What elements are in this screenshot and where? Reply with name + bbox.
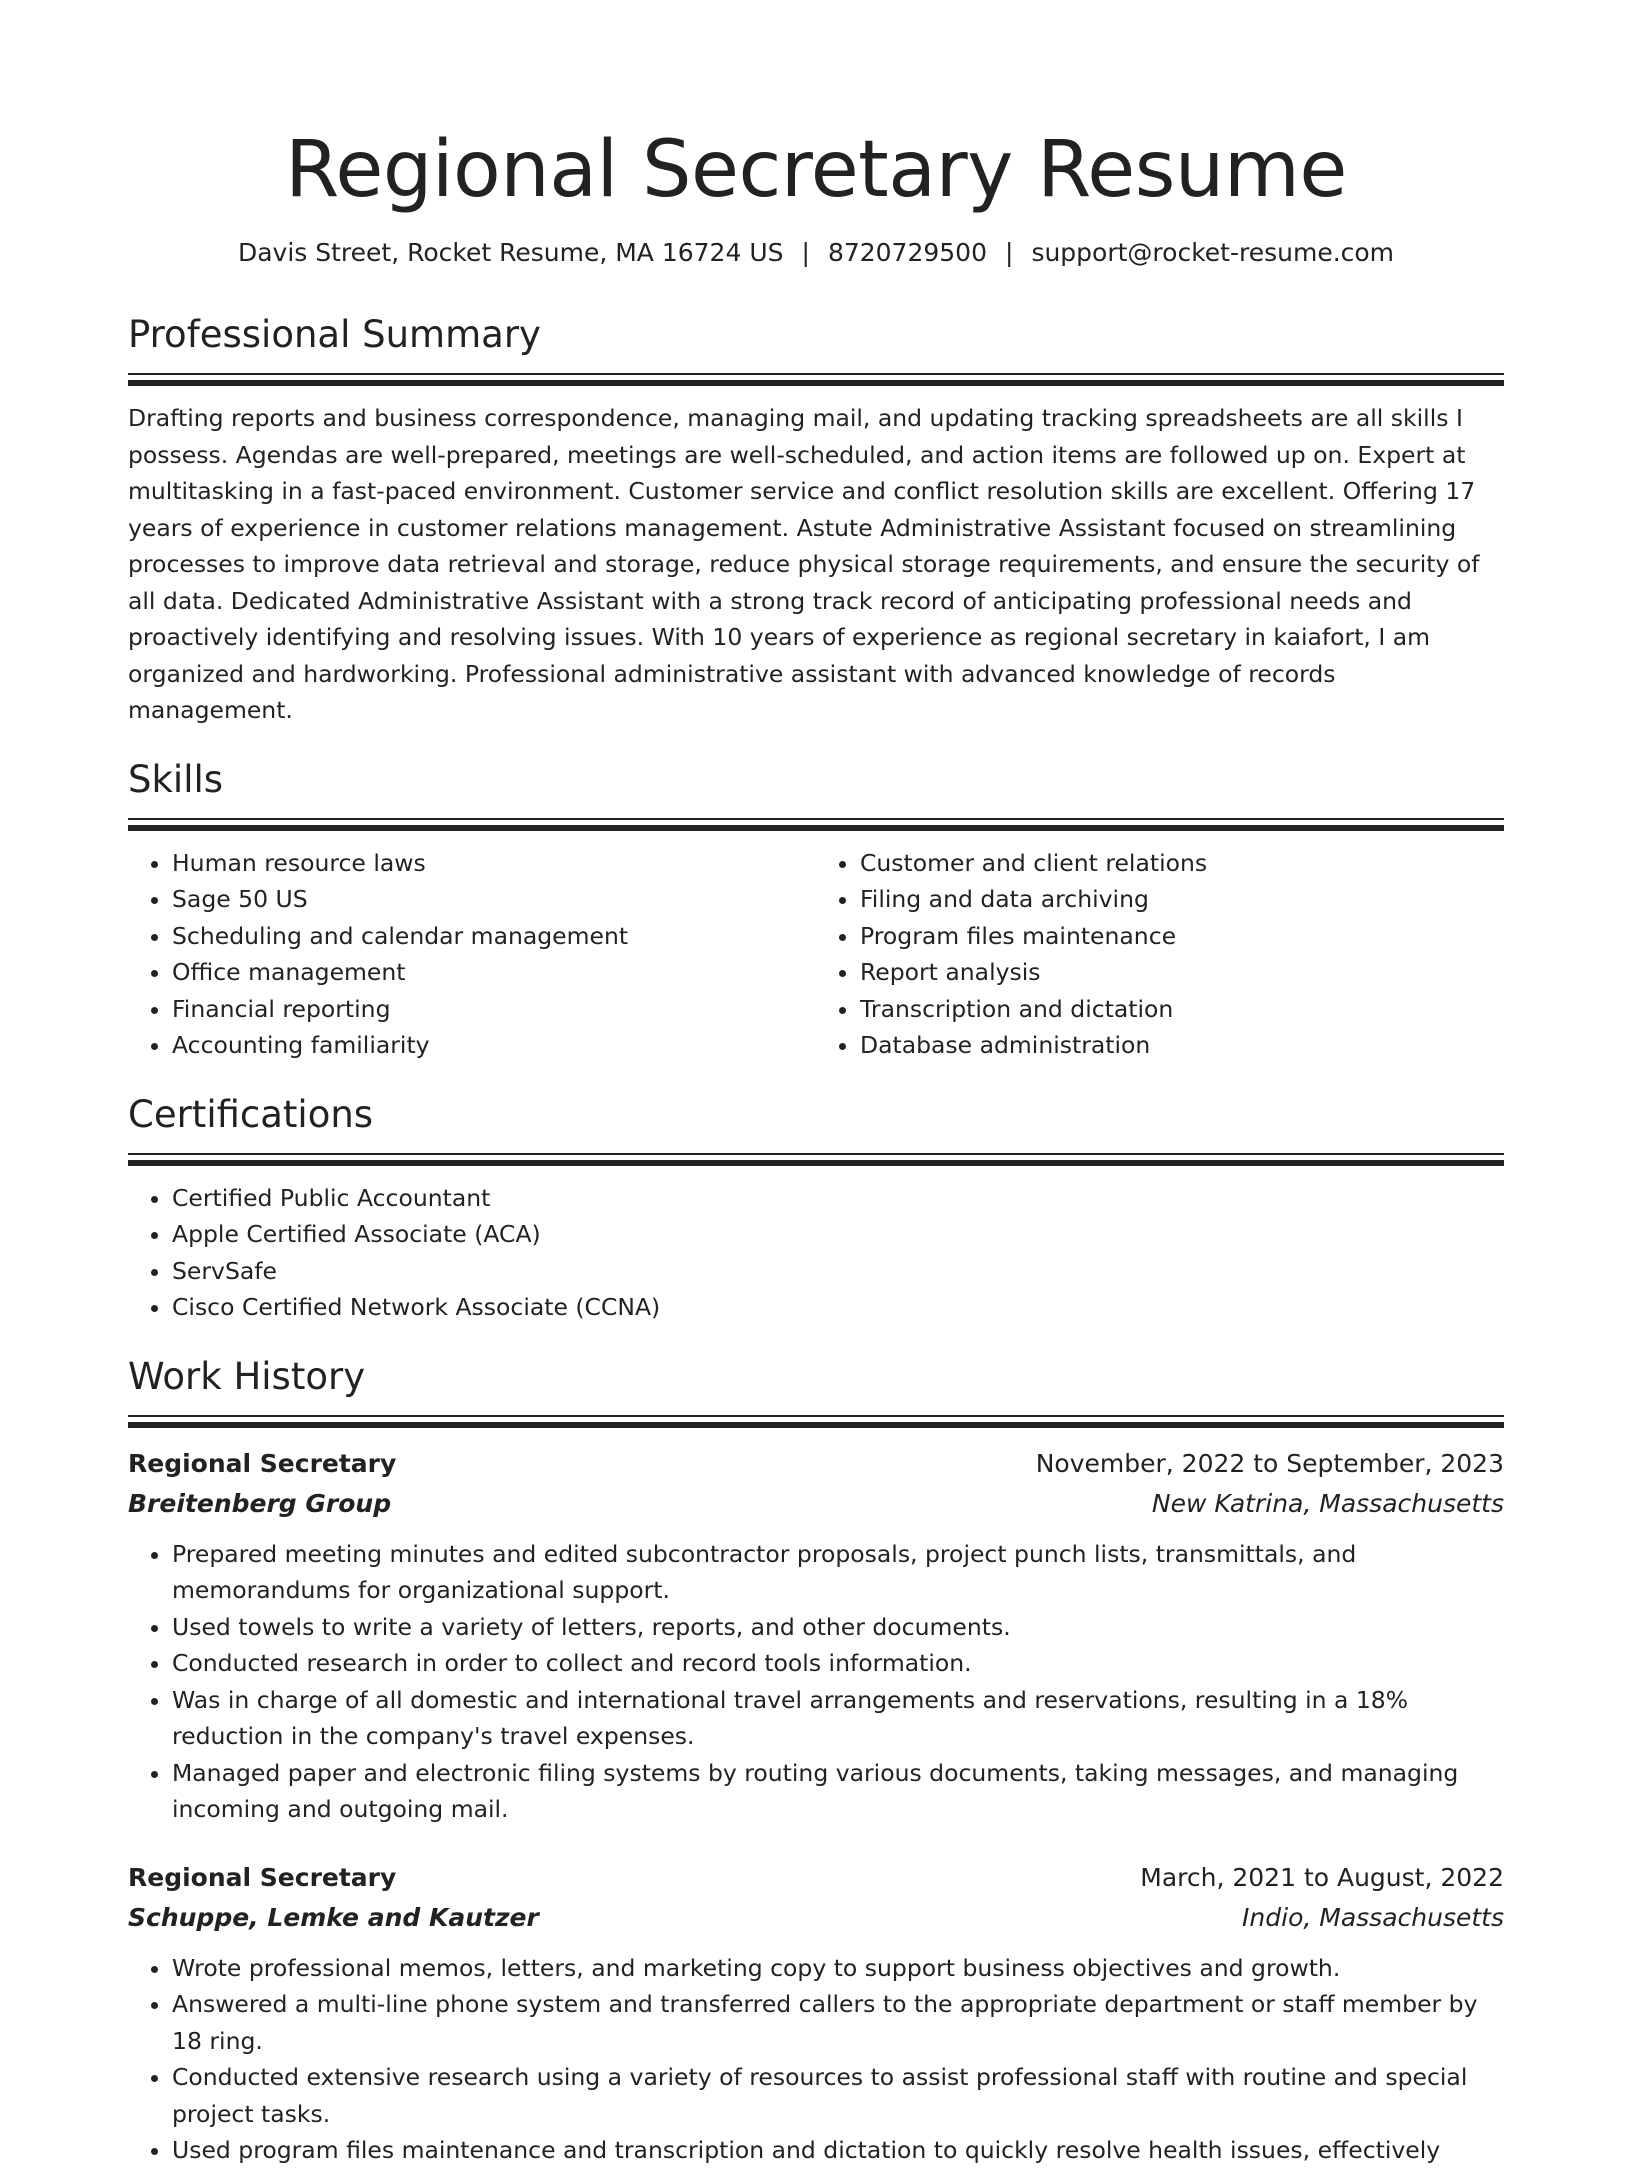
skill-item: • Transcription and dictation — [860, 991, 1504, 1028]
skill-item: • Scheduling and calendar management — [172, 918, 816, 955]
section-divider — [128, 1153, 1504, 1166]
job-company: Breitenberg Group — [128, 1488, 392, 1518]
skill-item: • Database administration — [860, 1027, 1504, 1064]
summary-heading: Professional Summary — [128, 313, 541, 356]
skill-item: • Report analysis — [860, 954, 1504, 991]
job-location: Indio, Massachusetts — [1242, 1902, 1504, 1932]
certification-item: • Certified Public Accountant — [172, 1180, 1504, 1217]
certification-item: • Cisco Certified Network Associate (CCNA) — [172, 1289, 1504, 1326]
job-duty: • Answered a multi-line phone system and transferred callers to the appropriate department or staff member by 18 ring. — [172, 1986, 1504, 2059]
job-dates: November, 2022 to September, 2023 — [1035, 1448, 1504, 1478]
contact-address: Davis Street, Rocket Resume, MA 16724 US — [237, 238, 784, 267]
skill-item: • Human resource laws — [172, 845, 816, 882]
job-location: New Katrina, Massachusetts — [1151, 1488, 1504, 1518]
skill-item: • Financial reporting — [172, 991, 816, 1028]
job-company: Schuppe, Lemke and Kautzer — [128, 1902, 539, 1932]
certifications-heading: Certifications — [128, 1092, 374, 1136]
section-divider — [128, 818, 1504, 831]
certifications-section — [128, 1090, 1504, 1326]
job-duty: • Prepared meeting minutes and edited subcontractor proposals, project punch lists, transmittals, and memorandums for organizational support. — [172, 1536, 1504, 1609]
work-history-section — [128, 1352, 1504, 2169]
skill-item: • Program files maintenance — [860, 918, 1504, 955]
job-duty: • Managed paper and electronic filing systems by routing various documents, taking messages, and managing incoming and outgoing mail. — [172, 1755, 1504, 1828]
contact-email: support@rocket-resume.com — [1031, 238, 1395, 267]
contact-separator: | — [801, 238, 810, 267]
job-duties-list — [128, 1950, 1504, 2169]
summary-text: Drafting reports and business correspondence, managing mail, and updating tracking spreadsheets are all skills I possess. Agendas are well-prepared, meetings are well-scheduled, and action items are followed up on. Expert at multitasking in a fast-paced environment. Customer service and conflict resolution skills are excellent. Offering 17 years of experience in customer relations management. Astute Administrative Assistant focused on streamlining processes to improve data retrieval and storage, reduce physical storage requirements, and ensure the security of all data. Dedicated Administrative Assistant with a strong track record of anticipating professional needs and proactively identifying and resolving issues. With 10 years of experience as regional secretary in kaiafort, I am organized and hardworking. Professional administrative assistant with advanced knowledge of records management. — [128, 404, 1480, 724]
work-history-heading: Work History — [128, 1354, 366, 1398]
skills-section — [128, 755, 1504, 1064]
job-title: Regional Secretary — [128, 1448, 397, 1478]
job-entry — [128, 1858, 1504, 2169]
resume-page — [128, 0, 1504, 2169]
summary-section — [128, 310, 1504, 729]
skills-list-right — [816, 845, 1504, 1064]
skills-grid — [128, 845, 1504, 1064]
contact-phone: 8720729500 — [827, 238, 987, 267]
certifications-list — [128, 1180, 1504, 1326]
job-title: Regional Secretary — [128, 1862, 397, 1892]
job-duty: • Was in charge of all domestic and international travel arrangements and reservations, resulting in a 18% reduction in the company's travel expenses. — [172, 1682, 1504, 1755]
skill-item: • Customer and client relations — [860, 845, 1504, 882]
job-subheader — [128, 1484, 1504, 1524]
job-dates: March, 2021 to August, 2022 — [1140, 1862, 1504, 1892]
skill-item: • Accounting familiarity — [172, 1027, 816, 1064]
resume-title: Regional Secretary Resume — [285, 125, 1347, 215]
job-subheader — [128, 1898, 1504, 1938]
skills-list-left — [128, 845, 816, 1064]
certification-item: • ServSafe — [172, 1253, 1504, 1290]
job-entry — [128, 1444, 1504, 1828]
contact-line — [128, 236, 1504, 270]
job-duties-list — [128, 1536, 1504, 1828]
job-duty: • Used program files maintenance and transcription and dictation to quickly resolve health issues, effectively — [172, 2132, 1504, 2169]
contact-separator: | — [1005, 238, 1014, 267]
skill-item: • Sage 50 US — [172, 881, 816, 918]
job-duty: • Wrote professional memos, letters, and marketing copy to support business objectives and growth. — [172, 1950, 1504, 1987]
job-header — [128, 1444, 1504, 1484]
job-header — [128, 1858, 1504, 1898]
section-divider — [128, 373, 1504, 386]
skill-item: • Office management — [172, 954, 816, 991]
job-duty: • Used towels to write a variety of letters, reports, and other documents. — [172, 1609, 1504, 1646]
job-duty: • Conducted extensive research using a variety of resources to assist professional staff with routine and special project tasks. — [172, 2059, 1504, 2132]
certification-item: • Apple Certified Associate (ACA) — [172, 1216, 1504, 1253]
job-duty: • Conducted research in order to collect and record tools information. — [172, 1645, 1504, 1682]
skills-heading: Skills — [128, 757, 224, 801]
section-divider — [128, 1415, 1504, 1428]
skill-item: • Filing and data archiving — [860, 881, 1504, 918]
